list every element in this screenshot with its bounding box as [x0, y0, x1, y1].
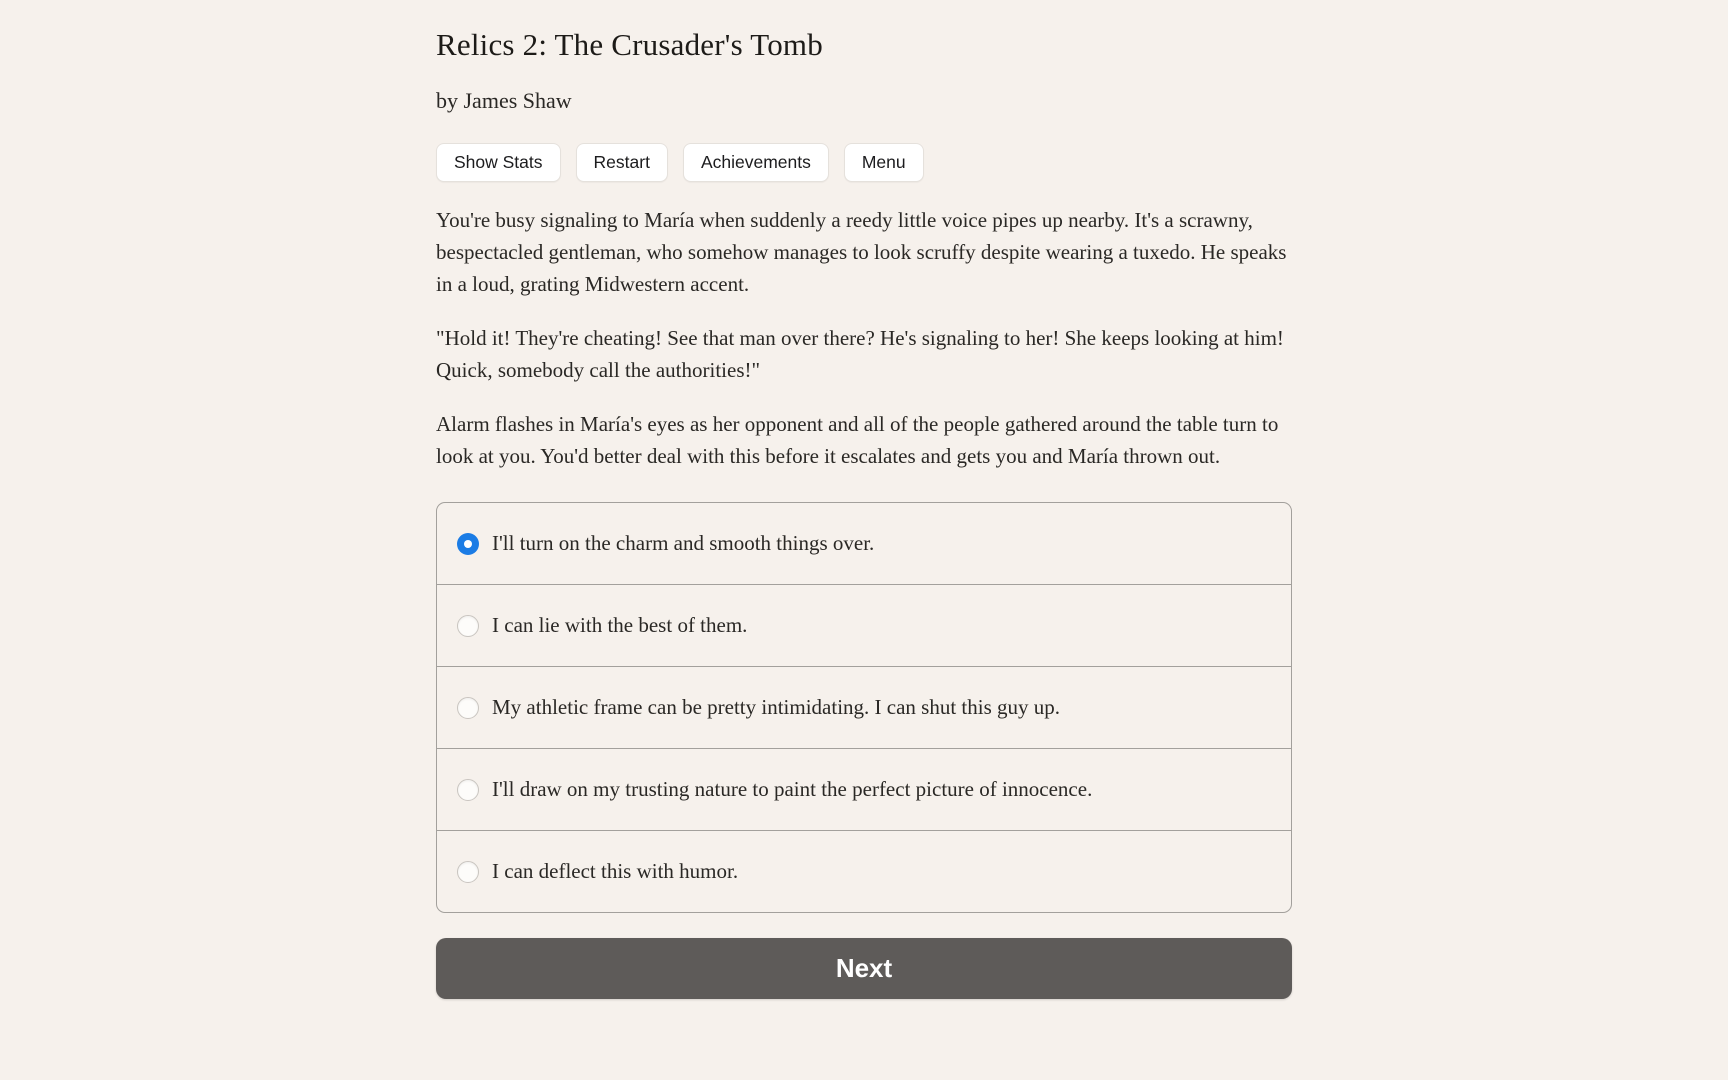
menu-button[interactable]: Menu: [844, 143, 924, 182]
page-title: Relics 2: The Crusader's Tomb: [436, 27, 823, 62]
choice-option-3[interactable]: [437, 666, 1291, 748]
radio-unselected-icon[interactable]: [457, 615, 479, 637]
choice-option-5[interactable]: [437, 830, 1291, 912]
choice-list: [436, 502, 1292, 913]
choice-option-4[interactable]: [437, 748, 1291, 830]
story-paragraph: Alarm flashes in María's eyes as her opponent and all of the people gathered around the table turn to look at you. You'd better deal with this before it escalates and gets you and María thrown out.: [436, 412, 1279, 468]
author-byline: by James Shaw: [436, 88, 572, 113]
radio-selected-icon[interactable]: [457, 533, 479, 555]
radio-unselected-icon[interactable]: [457, 779, 479, 801]
story-text: [436, 204, 1292, 472]
restart-button[interactable]: Restart: [576, 143, 668, 182]
choice-option-label: I'll turn on the charm and smooth things over.: [492, 531, 875, 555]
choice-option-label: I'll draw on my trusting nature to paint the perfect picture of innocence.: [492, 777, 1093, 801]
choice-option-1[interactable]: [437, 503, 1291, 584]
choice-option-2[interactable]: [437, 584, 1291, 666]
toolbar: [436, 143, 1292, 182]
story-paragraph: You're busy signaling to María when suddenly a reedy little voice pipes up nearby. It's a scrawny, bespectacled gentleman, who somehow manages to look scruffy despite wearing a tuxedo. He speaks in a loud, grating Midwestern accent.: [436, 208, 1287, 296]
achievements-button[interactable]: Achievements: [683, 143, 829, 182]
next-button[interactable]: Next: [436, 938, 1292, 999]
show-stats-button[interactable]: Show Stats: [436, 143, 561, 182]
radio-unselected-icon[interactable]: [457, 697, 479, 719]
radio-unselected-icon[interactable]: [457, 861, 479, 883]
choice-option-label: My athletic frame can be pretty intimidating. I can shut this guy up.: [492, 695, 1061, 719]
story-paragraph: "Hold it! They're cheating! See that man over there? He's signaling to her! She keeps looking at him! Quick, somebody call the authorities!": [436, 326, 1284, 382]
choice-option-label: I can lie with the best of them.: [492, 613, 748, 637]
choice-option-label: I can deflect this with humor.: [492, 859, 739, 883]
content-column: [436, 0, 1292, 999]
